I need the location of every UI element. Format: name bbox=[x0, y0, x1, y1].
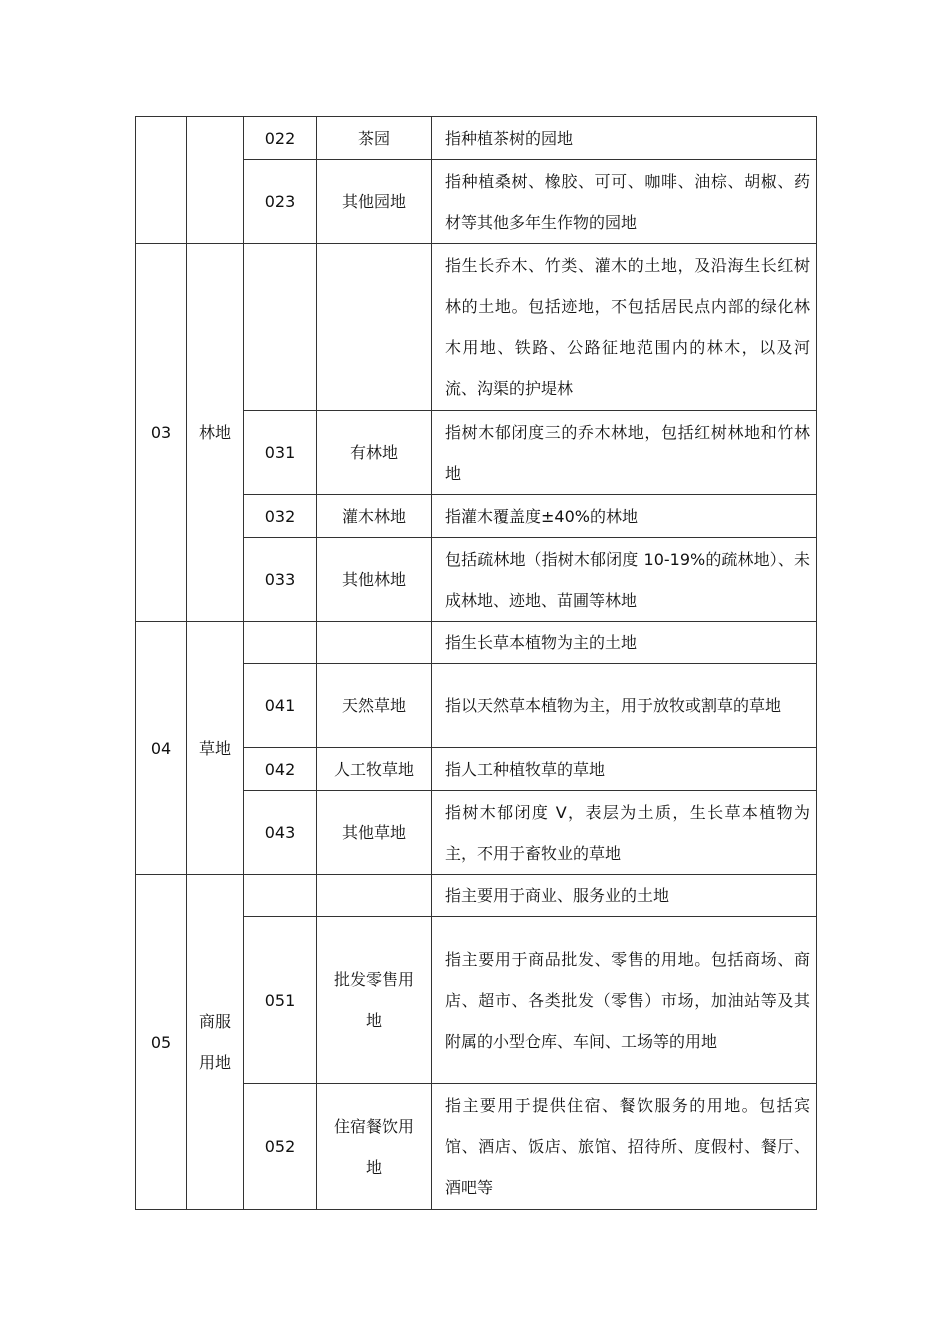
sub-name: 有林地 bbox=[317, 411, 432, 495]
group-name: 商服用地 bbox=[187, 875, 244, 1210]
sub-code: 031 bbox=[244, 411, 317, 495]
sub-name: 其他草地 bbox=[317, 791, 432, 875]
sub-code: 023 bbox=[244, 160, 317, 244]
sub-name: 住宿餐饮用地 bbox=[317, 1084, 432, 1210]
sub-name: 天然草地 bbox=[317, 664, 432, 748]
group-name-cell bbox=[187, 117, 244, 244]
group-desc: 指主要用于商业、服务业的土地 bbox=[432, 875, 817, 917]
sub-name: 茶园 bbox=[317, 117, 432, 160]
table-row bbox=[136, 244, 817, 411]
group-desc: 指生长乔木、竹类、灌木的土地，及沿海生长红树林的土地。包括迹地，不包括居民点内部的绿化林木用地、铁路、公路征地范围内的林木，以及河流、沟渠的护堤林 bbox=[432, 244, 817, 411]
sub-code: 043 bbox=[244, 791, 317, 875]
group-code: 05 bbox=[136, 875, 187, 1210]
land-classification-table bbox=[135, 116, 817, 1210]
sub-name: 其他园地 bbox=[317, 160, 432, 244]
group-code: 04 bbox=[136, 622, 187, 875]
group-name: 草地 bbox=[187, 622, 244, 875]
empty-name-cell bbox=[317, 244, 432, 411]
group-desc: 指生长草本植物为主的土地 bbox=[432, 622, 817, 664]
group-code-cell bbox=[136, 117, 187, 244]
group-name: 林地 bbox=[187, 244, 244, 622]
table-row bbox=[136, 875, 817, 917]
sub-name: 其他林地 bbox=[317, 538, 432, 622]
sub-name: 批发零售用地 bbox=[317, 917, 432, 1084]
empty-name-cell bbox=[317, 875, 432, 917]
sub-code: 033 bbox=[244, 538, 317, 622]
sub-code: 041 bbox=[244, 664, 317, 748]
sub-code: 032 bbox=[244, 495, 317, 538]
sub-desc: 指人工种植牧草的草地 bbox=[432, 748, 817, 791]
empty-name-cell bbox=[317, 622, 432, 664]
table-row bbox=[136, 117, 817, 160]
sub-desc: 指种植茶树的园地 bbox=[432, 117, 817, 160]
sub-desc: 指主要用于商品批发、零售的用地。包括商场、商店、超市、各类批发（零售）市场，加油站等及其附属的小型仓库、车间、工场等的用地 bbox=[432, 917, 817, 1084]
sub-name: 人工牧草地 bbox=[317, 748, 432, 791]
sub-desc: 指主要用于提供住宿、餐饮服务的用地。包括宾馆、酒店、饭店、旅馆、招待所、度假村、餐厅、酒吧等 bbox=[432, 1084, 817, 1210]
table-row bbox=[136, 622, 817, 664]
sub-code: 051 bbox=[244, 917, 317, 1084]
sub-desc: 指树木郁闭度 V，表层为土质，生长草本植物为主，不用于畜牧业的草地 bbox=[432, 791, 817, 875]
sub-desc: 指灌木覆盖度±40%的林地 bbox=[432, 495, 817, 538]
empty-code-cell bbox=[244, 875, 317, 917]
sub-desc: 指以天然草本植物为主，用于放牧或割草的草地 bbox=[432, 664, 817, 748]
sub-code: 042 bbox=[244, 748, 317, 791]
sub-name: 灌木林地 bbox=[317, 495, 432, 538]
empty-code-cell bbox=[244, 244, 317, 411]
sub-code: 052 bbox=[244, 1084, 317, 1210]
sub-desc: 指树木郁闭度三的乔木林地，包括红树林地和竹林地 bbox=[432, 411, 817, 495]
sub-desc: 包括疏林地（指树木郁闭度 10-19%的疏林地）、未成林地、迹地、苗圃等林地 bbox=[432, 538, 817, 622]
group-code: 03 bbox=[136, 244, 187, 622]
sub-code: 022 bbox=[244, 117, 317, 160]
empty-code-cell bbox=[244, 622, 317, 664]
sub-desc: 指种植桑树、橡胶、可可、咖啡、油棕、胡椒、药材等其他多年生作物的园地 bbox=[432, 160, 817, 244]
